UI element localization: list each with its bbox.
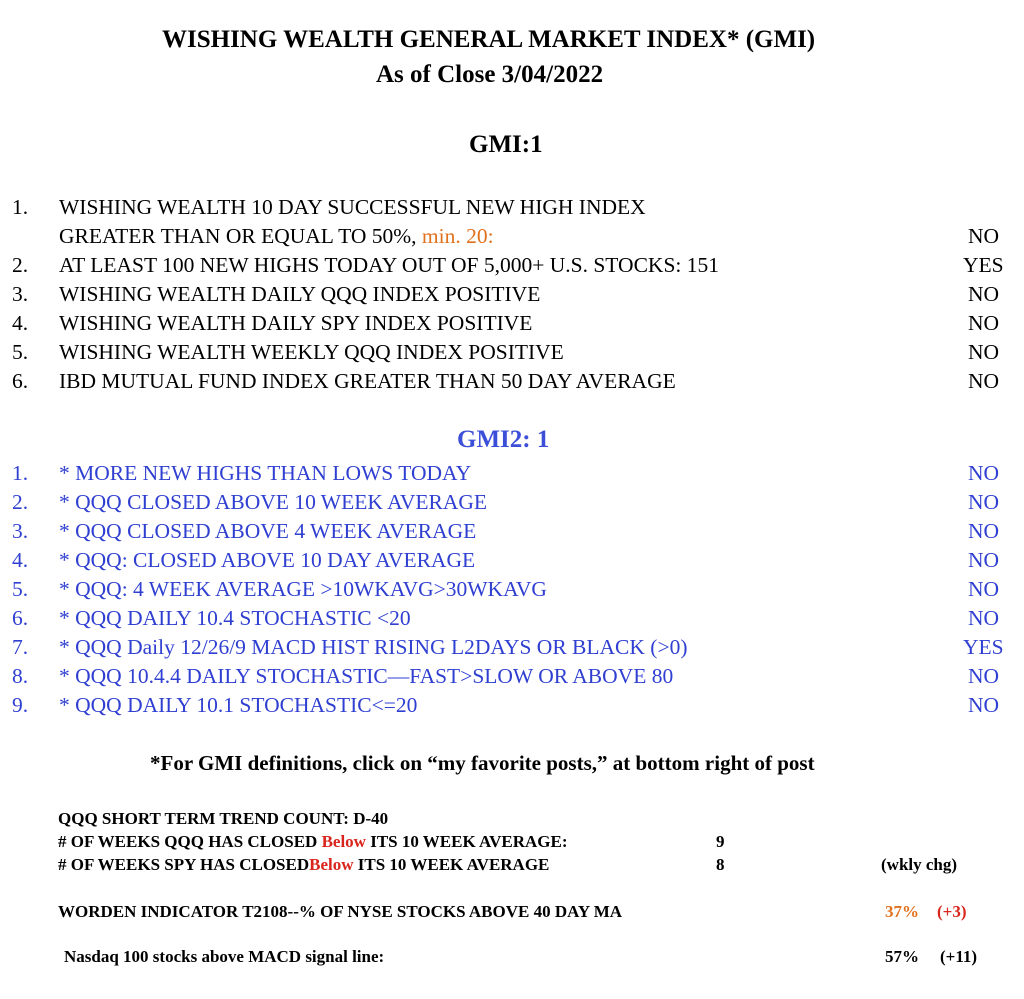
gmi-item-text: WISHING WEALTH DAILY SPY INDEX POSITIVE bbox=[59, 311, 533, 335]
gmi-item-number: 4. bbox=[12, 311, 29, 335]
gmi-item-answer: NO bbox=[968, 369, 1000, 393]
trend-count: QQQ SHORT TERM TREND COUNT: D-40 bbox=[58, 809, 389, 828]
spy-below-word: Below bbox=[309, 855, 354, 874]
gmi-item-text: IBD MUTUAL FUND INDEX GREATER THAN 50 DAY AVERAGE bbox=[59, 369, 676, 393]
gmi2-item-number: 5. bbox=[12, 577, 29, 601]
gmi2-item-answer: NO bbox=[968, 461, 1000, 485]
gmi2-item-answer: YES bbox=[963, 635, 1004, 659]
nasdaq-macd-label: Nasdaq 100 stocks above MACD signal line: bbox=[64, 947, 385, 966]
worden-change: (+3) bbox=[937, 902, 967, 921]
qqq-weeks-value: 9 bbox=[716, 832, 725, 851]
gmi-item-answer: NO bbox=[968, 282, 1000, 306]
gmi2-item-3 bbox=[0, 517, 1024, 546]
gmi-score: GMI:1 bbox=[469, 131, 543, 158]
qqq-weeks-suffix: ITS 10 WEEK AVERAGE: bbox=[370, 832, 568, 851]
gmi2-item-text: * QQQ CLOSED ABOVE 4 WEEK AVERAGE bbox=[59, 519, 477, 543]
gmi-item-text: WISHING WEALTH DAILY QQQ INDEX POSITIVE bbox=[59, 282, 541, 306]
gmi-item-4 bbox=[0, 309, 1024, 338]
gmi-item-text: WISHING WEALTH 10 DAY SUCCESSFUL NEW HIGH INDEX bbox=[59, 195, 646, 219]
gmi-item-text: WISHING WEALTH WEEKLY QQQ INDEX POSITIVE bbox=[59, 340, 564, 364]
gmi2-item-text: * QQQ Daily 12/26/9 MACD HIST RISING L2DAYS OR BLACK (>0) bbox=[59, 635, 688, 659]
gmi2-item-number: 7. bbox=[12, 635, 29, 659]
gmi-item-2 bbox=[0, 251, 1024, 280]
gmi2-item-number: 4. bbox=[12, 548, 29, 572]
gmi2-item-answer: NO bbox=[968, 548, 1000, 572]
gmi2-item-number: 8. bbox=[12, 664, 29, 688]
worden-indicator-label: WORDEN INDICATOR T2108--% OF NYSE STOCKS ABOVE 40 DAY MA bbox=[58, 902, 623, 921]
gmi-item-5 bbox=[0, 338, 1024, 367]
gmi2-item-5 bbox=[0, 575, 1024, 604]
qqq-below-word: Below bbox=[321, 832, 366, 851]
gmi2-item-number: 2. bbox=[12, 490, 29, 514]
gmi-item-answer: NO bbox=[968, 224, 1000, 248]
nasdaq-macd-change: (+11) bbox=[940, 947, 978, 966]
gmi-item-text-main: GREATER THAN OR EQUAL TO 50%, bbox=[59, 224, 417, 248]
nasdaq-macd-value: 57% bbox=[885, 947, 919, 966]
gmi2-item-text: * QQQ DAILY 10.4 STOCHASTIC <20 bbox=[59, 606, 411, 630]
gmi2-item-text: * QQQ: 4 WEEK AVERAGE >10WKAVG>30WKAVG bbox=[59, 577, 547, 601]
gmi2-item-answer: NO bbox=[968, 577, 1000, 601]
gmi2-item-2 bbox=[0, 488, 1024, 517]
gmi2-item-answer: NO bbox=[968, 519, 1000, 543]
gmi2-item-text: * QQQ CLOSED ABOVE 10 WEEK AVERAGE bbox=[59, 490, 488, 514]
gmi2-item-answer: NO bbox=[968, 606, 1000, 630]
gmi-item-answer: NO bbox=[968, 311, 1000, 335]
gmi2-item-7 bbox=[0, 633, 1024, 662]
gmi2-item-text: * MORE NEW HIGHS THAN LOWS TODAY bbox=[59, 461, 472, 485]
gmi2-item-6 bbox=[0, 604, 1024, 633]
gmi-item-1 bbox=[0, 193, 1024, 222]
gmi-item-number: 3. bbox=[12, 282, 29, 306]
qqq-weeks-below-line bbox=[58, 832, 568, 852]
gmi2-item-text: * QQQ: CLOSED ABOVE 10 DAY AVERAGE bbox=[59, 548, 476, 572]
as-of-date: As of Close 3/04/2022 bbox=[376, 61, 604, 88]
qqq-weeks-prefix: # OF WEEKS QQQ HAS CLOSED bbox=[58, 832, 318, 851]
gmi2-item-number: 6. bbox=[12, 606, 29, 630]
gmi2-item-number: 1. bbox=[12, 461, 29, 485]
gmi2-item-text: * QQQ DAILY 10.1 STOCHASTIC<=20 bbox=[59, 693, 418, 717]
spy-weeks-value: 8 bbox=[716, 855, 725, 874]
gmi-item-text-line2 bbox=[59, 222, 494, 251]
gmi2-item-1 bbox=[0, 459, 1024, 488]
gmi2-item-answer: NO bbox=[968, 693, 1000, 717]
gmi2-score: GMI2: 1 bbox=[457, 426, 550, 453]
gmi2-item-9 bbox=[0, 691, 1024, 720]
gmi2-item-number: 9. bbox=[12, 693, 29, 717]
gmi-item-text: AT LEAST 100 NEW HIGHS TODAY OUT OF 5,000+ U.S. STOCKS: 151 bbox=[59, 253, 720, 277]
gmi-definitions-note: *For GMI definitions, click on “my favorite posts,” at bottom right of post bbox=[150, 751, 815, 775]
gmi-item-number: 1. bbox=[12, 195, 29, 219]
wkly-chg-label: (wkly chg) bbox=[881, 855, 958, 874]
spy-weeks-below-line bbox=[58, 855, 549, 875]
page-title: WISHING WEALTH GENERAL MARKET INDEX* (GMI) bbox=[162, 26, 816, 53]
gmi-item-answer: YES bbox=[963, 253, 1004, 277]
spy-weeks-suffix: ITS 10 WEEK AVERAGE bbox=[357, 855, 550, 874]
gmi-item-number: 5. bbox=[12, 340, 29, 364]
gmi2-item-4 bbox=[0, 546, 1024, 575]
gmi2-item-8 bbox=[0, 662, 1024, 691]
gmi-item-number: 6. bbox=[12, 369, 29, 393]
gmi-item-1-cont bbox=[0, 222, 1024, 251]
gmi2-item-answer: NO bbox=[968, 664, 1000, 688]
gmi2-item-answer: NO bbox=[968, 490, 1000, 514]
gmi-item-number: 2. bbox=[12, 253, 29, 277]
worden-value: 37% bbox=[885, 902, 919, 921]
gmi-item-3 bbox=[0, 280, 1024, 309]
gmi-item-6 bbox=[0, 367, 1024, 396]
spy-weeks-prefix: # OF WEEKS SPY HAS CLOSED bbox=[58, 855, 310, 874]
gmi-item-answer: NO bbox=[968, 340, 1000, 364]
gmi2-item-text: * QQQ 10.4.4 DAILY STOCHASTIC—FAST>SLOW OR ABOVE 80 bbox=[59, 664, 674, 688]
gmi2-item-number: 3. bbox=[12, 519, 29, 543]
gmi-item-highlight: min. 20: bbox=[421, 224, 494, 248]
